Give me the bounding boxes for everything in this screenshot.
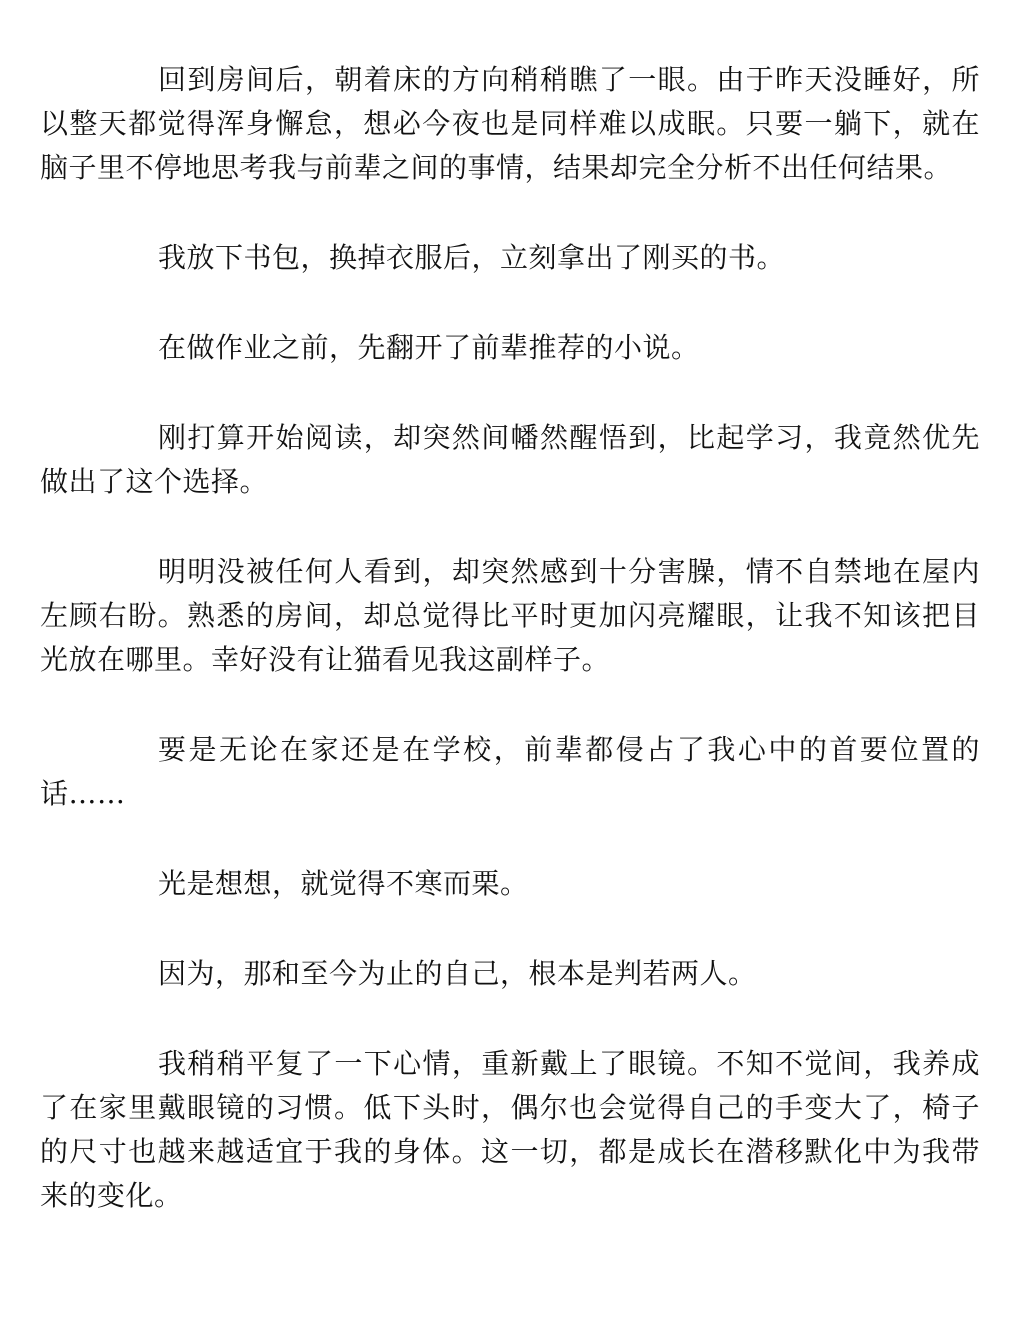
paragraph-7: 光是想想，就觉得不寒而栗。 [158, 867, 529, 900]
paragraph-5: 明明没被任何人看到，却突然感到十分害臊，情不自禁地在屋内左顾右盼。熟悉的房间，却总觉得比平时更加闪亮耀眼，让我不知该把目光放在哪里。幸好没有让猫看见我这副样子。 [40, 555, 980, 676]
paragraph-2: 我放下书包，换掉衣服后，立刻拿出了刚买的书。 [158, 241, 786, 274]
paragraph-3: 在做作业之前，先翻开了前辈推荐的小说。 [158, 331, 700, 364]
document-page [40, 58, 980, 1218]
paragraph-9: 我稍稍平复了一下心情，重新戴上了眼镜。不知不觉间，我养成了在家里戴眼镜的习惯。低下头时，偶尔也会觉得自己的手变大了，椅子的尺寸也越来越适宜于我的身体。这一切，都是成长在潜移默化中为我带来的变化。 [40, 1047, 980, 1212]
paragraph-8: 因为，那和至今为止的自己，根本是判若两人。 [158, 957, 757, 990]
paragraph-4: 刚打算开始阅读，却突然间幡然醒悟到，比起学习，我竟然优先做出了这个选择。 [40, 421, 980, 498]
paragraph-1: 回到房间后，朝着床的方向稍稍瞧了一眼。由于昨天没睡好，所以整天都觉得浑身懈怠，想必今夜也是同样难以成眠。只要一躺下，就在脑子里不停地思考我与前辈之间的事情，结果却完全分析不出任何结果。 [40, 63, 980, 184]
paragraph-6: 要是无论在家还是在学校，前辈都侵占了我心中的首要位置的话…… [40, 733, 980, 810]
